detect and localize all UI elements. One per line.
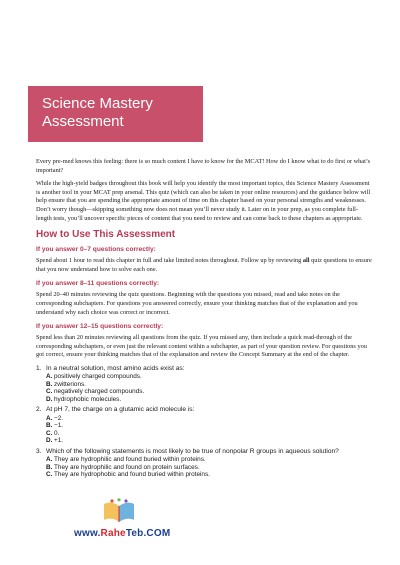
score-range-heading-low: If you answer 0–7 questions correctly: xyxy=(36,246,156,254)
question-stem: Which of the following statements is most likely to be true of nonpolar R groups in aqueous solution? xyxy=(46,448,339,456)
page-content xyxy=(36,158,372,482)
quiz-questions xyxy=(36,365,372,479)
answer-option: C. 0. xyxy=(46,429,60,437)
question-stem: In a neutral solution, most amino acids exist as: xyxy=(46,364,185,372)
watermark-url: www.RaheTeb.COM xyxy=(74,528,171,539)
answer-option: B. zwitterions. xyxy=(46,380,86,388)
answer-option: C. They are hydrophobic and found buried within proteins. xyxy=(46,471,210,479)
answer-option: B. −1. xyxy=(46,422,64,430)
question-number: 3. xyxy=(36,448,42,456)
question-1 xyxy=(36,365,372,404)
answer-option: D. hydrophobic molecules. xyxy=(46,395,122,403)
open-book-icon xyxy=(102,498,136,524)
banner-title: Science Mastery Assessment xyxy=(42,95,153,130)
question-3 xyxy=(36,448,372,479)
score-range-heading-high: If you answer 12–15 questions correctly: xyxy=(36,323,164,331)
chapter-banner xyxy=(28,86,203,142)
answer-option: C. negatively charged compounds. xyxy=(46,388,145,396)
score-range-text-mid: Spend 20–40 minutes reviewing the quiz questions. Beginning with the questions you missed, read and take notes on the corresponding subchapters. For questions you answered correctly, ensure your thinking matches that of the explanation and you understand why each choice was correct or incorrect. xyxy=(36,291,358,316)
score-range-text-low: Spend about 1 hour to read this chapter in full and take limited notes throughout. Follow up by reviewing all quiz questions to ensure that you now understand how to solve each one. xyxy=(36,257,372,273)
question-number: 2. xyxy=(36,406,42,414)
question-stem: At pH 7, the charge on a glutamic acid molecule is: xyxy=(46,406,195,414)
answer-option: B. They are hydrophilic and found on protein surfaces. xyxy=(46,463,200,471)
watermark-logo xyxy=(60,498,170,548)
intro-paragraph-2: While the high-yield badges throughout this book will help you identify the most important topics, this Science Mastery Assessment is another tool in your MCAT prep arsenal. This quiz (which can also be taken in your online resources) and the guidance below will help ensure that you are spending the appropriate amount of time on this chapter based on your personal strengths and weaknesses. Don’t worry though—skipping something now does not mean you’ll never study it. Later on in your prep, as you complete full-length tests, you’ll uncover specific pieces of content that you need to review and can come back to these chapters as appropriate. xyxy=(36,180,371,222)
how-to-title: How to Use This Assessment xyxy=(36,229,176,241)
answer-option: A. positively charged compounds. xyxy=(46,373,142,381)
answer-option: A. They are hydrophilic and found buried within proteins. xyxy=(46,456,206,464)
score-range-text-high: Spend less than 20 minutes reviewing all questions from the quiz. If you missed any, then include a quick read-through of the corresponding subchapters, or even just the relevant content within a subchapter, as part of your question review. For questions you got correct, ensure your thinking matches that of the explanation and review the Concept Summary at the end of the chapter. xyxy=(36,334,367,359)
intro-paragraph-1: Every pre-med knows this feeling: there is so much content I have to know for the MCAT! How do I know what to do first or what’s important? xyxy=(36,158,371,174)
answer-option: A. −2. xyxy=(46,414,64,422)
question-2 xyxy=(36,406,372,445)
answer-option: D. +1. xyxy=(46,437,64,445)
score-range-heading-mid: If you answer 8–11 questions correctly: xyxy=(36,280,160,288)
question-number: 1. xyxy=(36,364,42,372)
